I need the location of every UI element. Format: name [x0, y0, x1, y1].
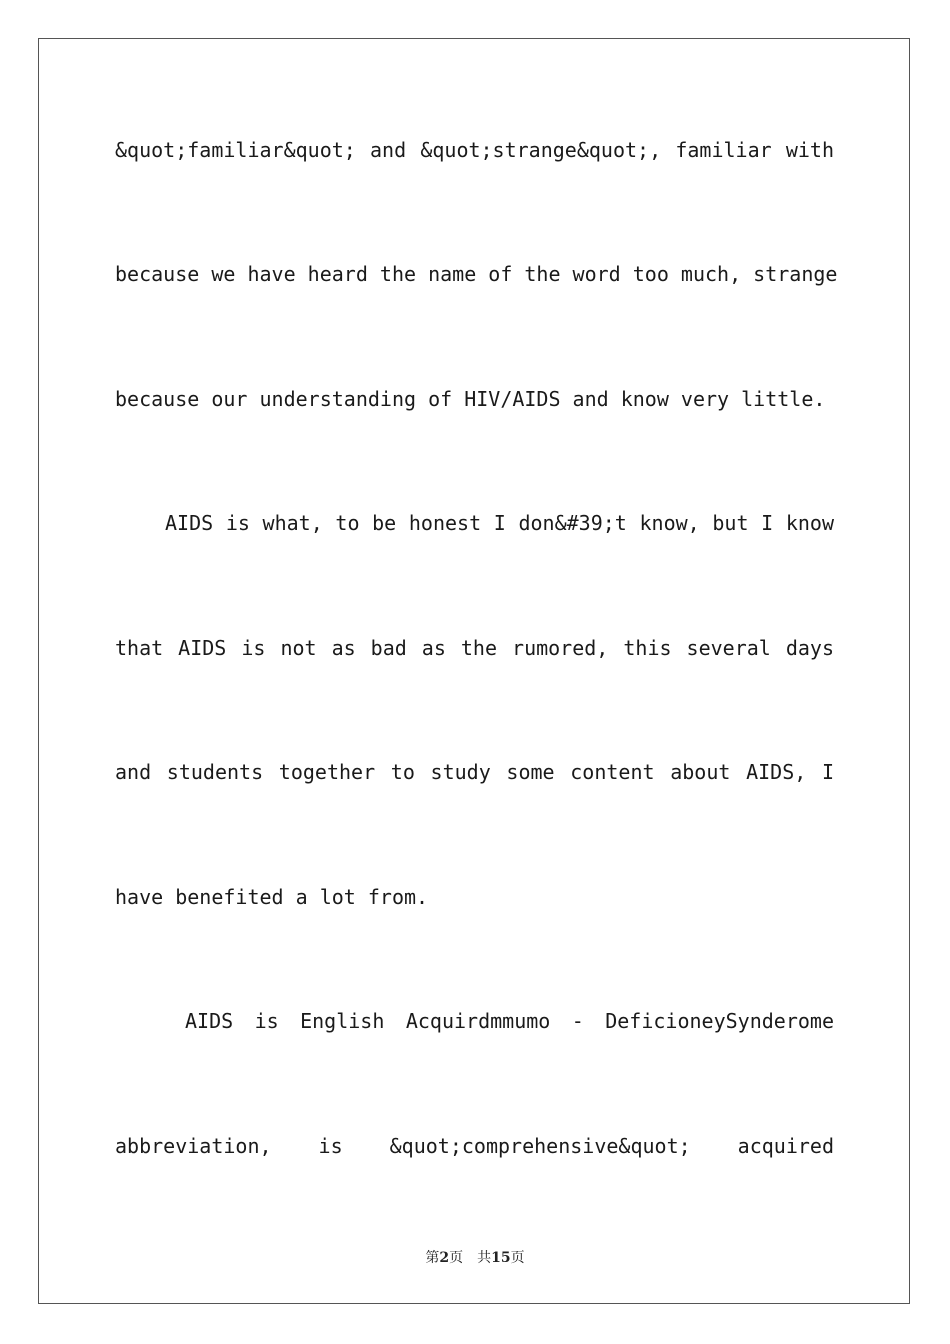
body-line-4: AIDS is what, to be honest I don&#39;t know, but I know	[165, 511, 834, 535]
footer-prefix: 第	[425, 1250, 440, 1266]
footer-total-pages: 15	[491, 1250, 511, 1266]
page-footer	[0, 1247, 950, 1267]
body-line-3: because our understanding of HIV/AIDS and know very little.	[115, 387, 826, 411]
body-line-9: abbreviation, is &quot;comprehensive&quot; acquired	[115, 1134, 834, 1158]
body-line-1: &quot;familiar&quot; and &quot;strange&quot;, familiar with	[115, 138, 834, 162]
body-line-2: because we have heard the name of the word too much, strange	[115, 262, 838, 286]
body-line-6: and students together to study some content about AIDS, I	[115, 760, 834, 784]
body-line-7: have benefited a lot from.	[115, 885, 429, 909]
footer-middle: 页 共	[449, 1250, 492, 1266]
body-line-5: that AIDS is not as bad as the rumored, this several days	[115, 636, 834, 660]
page-border	[38, 38, 910, 1304]
footer-suffix: 页	[510, 1250, 525, 1266]
body-line-8: AIDS is English Acquirdmmumo - DeficioneySynderome	[185, 1009, 834, 1033]
footer-page-number: 2	[439, 1250, 450, 1266]
